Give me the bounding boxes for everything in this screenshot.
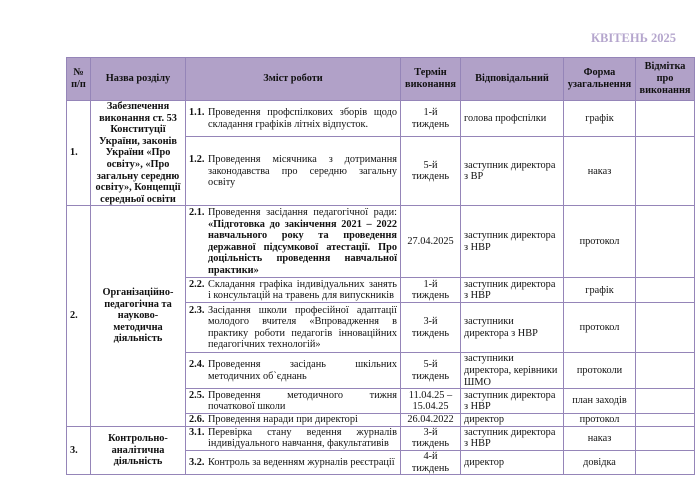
header-term: Термін виконання bbox=[401, 58, 461, 101]
section-number: 1. bbox=[67, 101, 91, 206]
item-text: Контроль за веденням журналів реєстрації bbox=[208, 456, 395, 468]
header-row bbox=[67, 58, 695, 101]
responsible-cell: заступник директора з ВР bbox=[461, 137, 564, 206]
responsible-cell: директор bbox=[461, 450, 564, 474]
table-row bbox=[67, 426, 695, 450]
form-cell: план заходів bbox=[564, 389, 636, 414]
work-content bbox=[186, 450, 401, 474]
work-content bbox=[186, 137, 401, 206]
item-number: 2.2. bbox=[189, 278, 205, 290]
responsible-cell: директор bbox=[461, 414, 564, 427]
term-cell: 3-й тиждень bbox=[401, 303, 461, 353]
term-cell: 4-й тиждень bbox=[401, 450, 461, 474]
work-content bbox=[186, 414, 401, 427]
mark-cell bbox=[636, 101, 695, 137]
responsible-cell: заступник директора з НВР bbox=[461, 206, 564, 278]
item-text: Проведення засідання педагогічної ради: bbox=[208, 207, 397, 219]
item-text: Проведення місячника з дотримання законодавства про середню загальну освіту bbox=[208, 153, 397, 189]
responsible-cell: заступник директора з НВР bbox=[461, 426, 564, 450]
mark-cell bbox=[636, 278, 695, 303]
form-cell: протокол bbox=[564, 414, 636, 427]
mark-cell bbox=[636, 450, 695, 474]
form-cell: протокол bbox=[564, 303, 636, 353]
term-cell: 1-й тиждень bbox=[401, 278, 461, 303]
section-number: 2. bbox=[67, 206, 91, 426]
work-content bbox=[186, 101, 401, 137]
term-cell: 3-й тиждень bbox=[401, 426, 461, 450]
form-cell: наказ bbox=[564, 426, 636, 450]
plan-table bbox=[66, 57, 695, 475]
work-content bbox=[186, 278, 401, 303]
header-responsible: Відповідальний bbox=[461, 58, 564, 101]
mark-cell bbox=[636, 137, 695, 206]
table-row bbox=[67, 101, 695, 137]
term-cell: 27.04.2025 bbox=[401, 206, 461, 278]
work-content bbox=[186, 353, 401, 389]
item-text-bold: «Підготовка до закінчення 2021 – 2022 навчального року та проведення державної підсумкової атестації. Про доцільність проведення навчальної практики» bbox=[208, 218, 397, 277]
mark-cell bbox=[636, 389, 695, 414]
mark-cell bbox=[636, 303, 695, 353]
mark-cell bbox=[636, 426, 695, 450]
responsible-cell: голова профспілки bbox=[461, 101, 564, 137]
form-cell: графік bbox=[564, 101, 636, 137]
work-content bbox=[186, 206, 401, 278]
item-number: 1.1. bbox=[189, 107, 205, 119]
work-content bbox=[186, 426, 401, 450]
mark-cell bbox=[636, 353, 695, 389]
header-num: № п/п bbox=[67, 58, 91, 101]
form-cell: протокол bbox=[564, 206, 636, 278]
item-text: Проведення засідань шкільних методичних об`єднань bbox=[208, 359, 397, 382]
header-mark: Відмітка про виконання bbox=[636, 58, 695, 101]
term-cell: 5-й тиждень bbox=[401, 137, 461, 206]
section-name: Контрольно-аналітична діяльність bbox=[91, 426, 186, 474]
work-content bbox=[186, 389, 401, 414]
item-number: 3.1. bbox=[189, 426, 205, 438]
item-number: 2.1. bbox=[189, 207, 205, 219]
item-text: Проведення наради при директорі bbox=[208, 414, 358, 426]
form-cell: графік bbox=[564, 278, 636, 303]
section-number: 3. bbox=[67, 426, 91, 474]
responsible-cell: заступник директора з НВР bbox=[461, 389, 564, 414]
month-title: КВІТЕНЬ 2025 bbox=[590, 31, 676, 45]
item-number: 3.2. bbox=[189, 456, 205, 468]
responsible-cell: заступники директора з НВР bbox=[461, 303, 564, 353]
table-row bbox=[67, 206, 695, 278]
item-text: Перевірка стану ведення журналів індивідуального навчання, факультативів bbox=[208, 426, 397, 450]
item-number: 1.2. bbox=[189, 153, 205, 165]
item-text: Проведення профспілкових зборів щодо складання графіків літніх відпусток. bbox=[208, 107, 397, 130]
item-number: 2.3. bbox=[189, 304, 205, 316]
responsible-cell: заступник директора з НВР bbox=[461, 278, 564, 303]
term-cell: 11.04.25 – 15.04.25 bbox=[401, 389, 461, 414]
form-cell: протоколи bbox=[564, 353, 636, 389]
term-cell: 26.04.2022 bbox=[401, 414, 461, 427]
work-content bbox=[186, 303, 401, 353]
section-name: Забезпечення виконання ст. 53 Конституції України, законів України «Про освіту», «Про загальну середню освіту», Концепції середньої освіти bbox=[91, 101, 186, 206]
item-text: Засідання школи професійної адаптації молодого вчителя «Впровадження в практику роботи педагогів інноваційних педагогічних технологій» bbox=[208, 304, 397, 351]
term-cell: 1-й тиждень bbox=[401, 101, 461, 137]
form-cell: наказ bbox=[564, 137, 636, 206]
item-number: 2.4. bbox=[189, 359, 205, 371]
responsible-cell: заступники директора, керівники ШМО bbox=[461, 353, 564, 389]
header-form: Форма узагальнення bbox=[564, 58, 636, 101]
mark-cell bbox=[636, 206, 695, 278]
header-section: Назва розділу bbox=[91, 58, 186, 101]
term-cell: 5-й тиждень bbox=[401, 353, 461, 389]
form-cell: довідка bbox=[564, 450, 636, 474]
item-number: 2.6. bbox=[189, 414, 205, 426]
item-text: Проведення методичного тижня початкової школи bbox=[208, 389, 397, 413]
item-number: 2.5. bbox=[189, 389, 205, 401]
header-content: Зміст роботи bbox=[186, 58, 401, 101]
section-name: Організаційно-педагогічна та науково-методична діяльність bbox=[91, 206, 186, 426]
mark-cell bbox=[636, 414, 695, 427]
item-text: Складання графіка індивідуальних занять і консультацій на травень для випускників bbox=[208, 278, 397, 302]
